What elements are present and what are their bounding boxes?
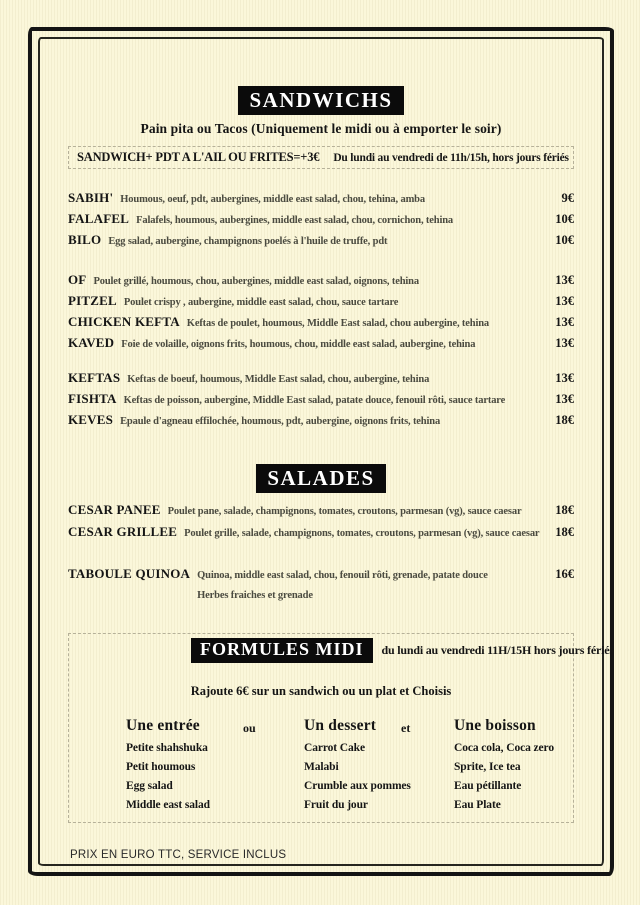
menu-item-row [68, 524, 574, 546]
item-name: CESAR GRILLEE [68, 524, 178, 539]
menu-item-row [68, 502, 574, 524]
formules-hours: du lundi au vendredi 11H/15H hors jours fériés [381, 642, 614, 657]
taboule-quinoa-row [68, 566, 574, 606]
item-price: 10€ [555, 212, 574, 226]
item-price: 13€ [555, 315, 574, 329]
item-price: 16€ [555, 567, 574, 581]
item-description: Poulet pane, salade, champignons, tomates, croutons, parmesan (vg), sauce caesar [167, 506, 522, 517]
sandwichs-subtitle: Pain pita ou Tacos (Uniquement le midi ou à emporter le soir) [140, 121, 502, 136]
formules-header [191, 638, 614, 663]
column-item: Sprite, Ice tea [454, 761, 521, 773]
formules-column-dessert [304, 717, 411, 815]
item-description: Foie de volaille, oignons frits, houmous, chou, middle east salad, aubergine, tehina [121, 339, 476, 350]
menu-item-row [68, 272, 574, 293]
conjunction-ou: ou [243, 721, 256, 735]
menu-item-row [68, 314, 574, 335]
sandwichs-title: SANDWICHS [238, 86, 403, 115]
conjunction-et: et [401, 721, 411, 735]
item-price: 10€ [555, 233, 574, 247]
column-item: Petite shahshuka [126, 742, 208, 754]
item-price: 13€ [555, 336, 574, 350]
promo-text: SANDWICH+ PDT A L'AIL OU FRITES=+3€ [77, 150, 320, 164]
item-name: FALAFEL [68, 211, 130, 226]
item-name: KAVED [68, 335, 115, 350]
column-item: Petit houmous [126, 761, 196, 773]
item-name: CESAR PANEE [68, 502, 161, 517]
column-item: Egg salad [126, 780, 173, 792]
menu-content [68, 0, 614, 905]
item-description-line-2: Herbes fraiches et grenade [197, 590, 313, 601]
formules-note: Rajoute 6€ sur un sandwich ou un plat et Choisis [190, 684, 452, 698]
item-name: TABOULE QUINOA [68, 566, 191, 581]
menu-item-row [68, 370, 574, 391]
menu-item-row [68, 335, 574, 356]
sandwichs-section-header [68, 86, 574, 115]
footer-price-notice: PRIX EN EURO TTC, SERVICE INCLUS [70, 849, 287, 861]
item-name: KEFTAS [68, 370, 121, 385]
formules-title: FORMULES MIDI [191, 638, 373, 663]
item-price: 13€ [555, 294, 574, 308]
item-description: Keftas de poulet, houmous, Middle East salad, chou aubergine, tehina [186, 318, 490, 329]
item-description: Poulet crispy , aubergine, middle east salad, chou, sauce tartare [123, 297, 399, 308]
sandwich-promo-box [68, 146, 574, 169]
item-price: 18€ [555, 503, 574, 517]
menu-item-row [68, 211, 574, 232]
item-name: BILO [68, 232, 102, 247]
item-name: OF [68, 272, 87, 287]
item-description [197, 566, 540, 606]
item-price: 18€ [555, 525, 574, 539]
menu-item-row [68, 391, 574, 412]
menu-item-row [68, 412, 574, 433]
formules-column-entree [126, 717, 210, 815]
salades-group [68, 502, 574, 546]
item-price: 13€ [555, 273, 574, 287]
column-item: Crumble aux pommes [304, 780, 411, 792]
item-description: Falafels, houmous, aubergines, middle east salad, chou, cornichon, tehina [136, 215, 454, 226]
salades-section-header [68, 464, 574, 493]
item-price: 13€ [555, 392, 574, 406]
item-name: FISHTA [68, 391, 117, 406]
item-description: Epaule d'agneau effilochée, houmous, pdt, aubergine, oignons frits, tehina [120, 416, 441, 427]
item-name: SABIH' [68, 190, 114, 205]
menu-item-row [68, 232, 574, 253]
item-description: Houmous, oeuf, pdt, aubergines, middle east salad, chou, tehina, amba [120, 194, 425, 205]
item-name: KEVES [68, 412, 114, 427]
column-item: Coca cola, Coca zero [454, 742, 554, 754]
column-item: Eau pétillante [454, 780, 522, 792]
formules-midi-box [68, 633, 614, 823]
item-description: Egg salad, aubergine, champignons poelés à l'huile de truffe, pdt [108, 236, 388, 247]
column-item: Malabi [304, 761, 339, 773]
column-header: Une entrée [126, 717, 200, 734]
item-price: 13€ [555, 371, 574, 385]
item-price: 9€ [561, 191, 574, 205]
item-name: PITZEL [68, 293, 117, 308]
column-item: Carrot Cake [304, 742, 365, 754]
item-description: Keftas de poisson, aubergine, Middle East salad, patate douce, fenouil rôti, sauce tartare [123, 395, 506, 406]
promo-hours: Du lundi au vendredi de 11h/15h, hors jours fériés [333, 151, 569, 164]
sandwich-group-3 [68, 370, 574, 433]
item-description-line-1: Quinoa, middle east salad, chou, fenouil rôti, grenade, patate douce [197, 570, 488, 581]
column-item: Eau Plate [454, 799, 501, 811]
formules-column-boisson [454, 717, 554, 815]
item-description: Poulet grille, salade, champignons, tomates, croutons, parmesan (vg), sauce caesar [184, 528, 540, 539]
column-item: Fruit du jour [304, 799, 368, 811]
menu-item-row [68, 190, 574, 211]
sandwich-group-2 [68, 272, 574, 356]
item-description: Poulet grillé, houmous, chou, aubergines, middle east salad, oignons, tehina [93, 276, 419, 287]
column-header: Une boisson [454, 717, 536, 734]
salades-title: SALADES [256, 464, 385, 493]
column-item: Middle east salad [126, 799, 210, 811]
sandwich-group-1 [68, 190, 574, 253]
menu-item-row [68, 293, 574, 314]
item-name: CHICKEN KEFTA [68, 314, 180, 329]
item-description: Keftas de boeuf, houmous, Middle East salad, chou, aubergine, tehina [127, 374, 430, 385]
column-header: Un dessert [304, 717, 377, 734]
item-price: 18€ [555, 413, 574, 427]
